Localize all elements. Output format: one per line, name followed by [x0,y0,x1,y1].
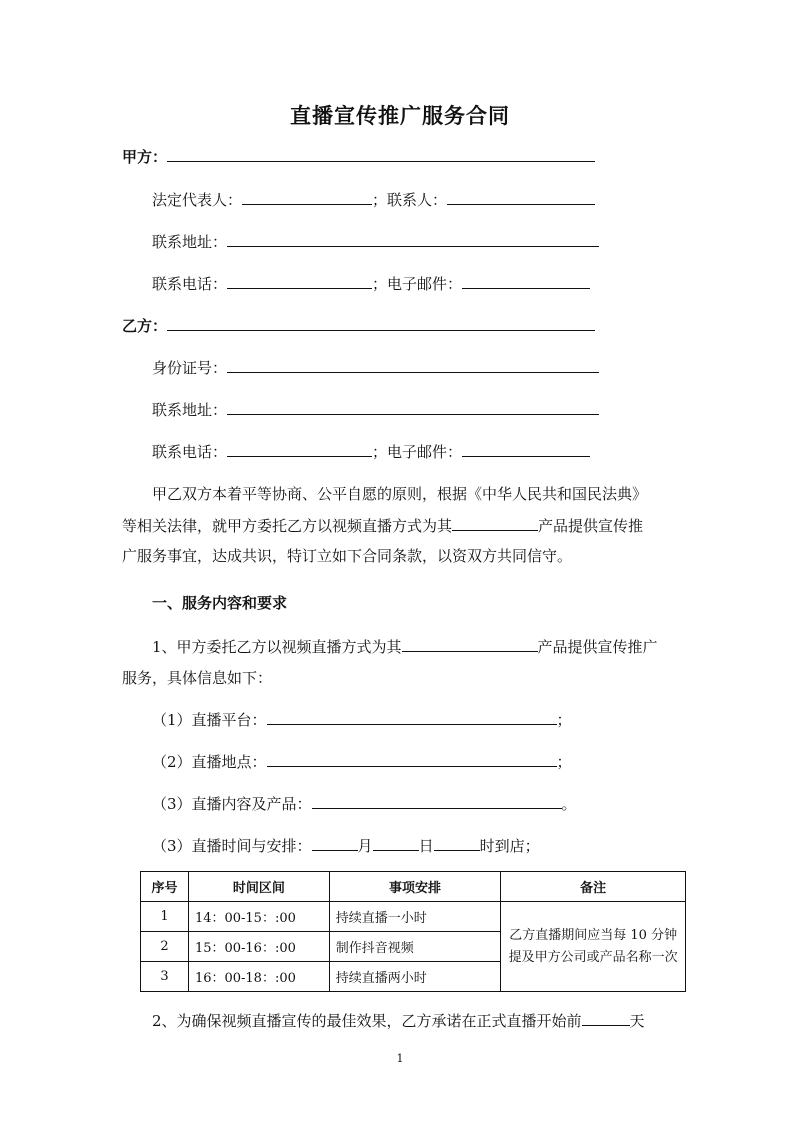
party-a-address-blank[interactable] [227,232,599,247]
item-platform-line [152,709,572,731]
clause-2-days-blank[interactable] [582,1011,630,1026]
header-no: 序号 [141,872,189,902]
row-no: 2 [141,932,189,962]
party-a-line [122,146,595,168]
party-a-email-blank[interactable] [462,274,590,289]
party-a-phone-label: 联系电话： [152,275,228,293]
party-a-label: 甲方： [122,148,168,166]
party-a-phone-line [152,273,590,295]
row-task: 制作抖音视频 [329,932,501,962]
party-a-name-blank[interactable] [167,147,595,162]
row-no: 3 [141,962,189,992]
party-a-address-line [152,231,599,253]
item-location-label: （2）直播地点： [152,753,267,771]
row-no: 1 [141,902,189,932]
contact-person-blank[interactable] [447,190,595,205]
party-b-email-blank[interactable] [462,442,590,457]
header-time: 时间区间 [188,872,329,902]
preamble-line-2-end: 产品提供宣传推 [538,517,644,535]
party-b-address-line [152,399,599,421]
item-schedule-line [152,835,540,857]
row-task: 持续直播两小时 [329,962,501,992]
item-content-blank[interactable] [312,794,562,809]
schedule-month-blank[interactable] [312,836,358,851]
schedule-time-label: 时到店； [479,837,540,855]
item-content-label: （3）直播内容及产品： [152,795,312,813]
table-header-row [141,872,686,902]
schedule-hour-blank[interactable] [434,836,480,851]
header-task: 事项安排 [329,872,501,902]
preamble-line-3: 广服务事宜，达成共识，特订立如下合同条款，以资双方共同信守。 [122,547,573,565]
legal-rep-line [152,189,595,211]
preamble-product-blank[interactable] [452,516,538,531]
party-b-phone-label: 联系电话： [152,443,228,461]
item-content-end: 。 [561,795,577,813]
clause-1-line-1 [152,636,658,658]
clause-2-start: 2、为确保视频直播宣传的最佳效果，乙方承诺在正式直播开始前 [152,1012,582,1030]
clause-1-end: 产品提供宣传推广 [537,638,658,656]
row-note: 乙方直播期间应当每 10 分钟提及甲方公司或产品名称一次 [501,902,686,992]
contact-person-label: ；联系人： [372,191,448,209]
clause-1-line-2: 服务，具体信息如下： [122,669,273,687]
page-number: 1 [396,1052,404,1065]
item-content-line [152,793,577,815]
document-title: 直播宣传推广服务合同 [290,104,510,128]
legal-rep-label: 法定代表人： [152,191,243,209]
preamble-line-1: 甲乙双方本着平等协商、公平自愿的原则，根据《中华人民共和国民法典》 [152,485,648,503]
clause-1-product-blank[interactable] [402,637,538,652]
legal-rep-blank[interactable] [242,190,372,205]
clause-2-end: 天 [629,1012,645,1030]
party-b-phone-blank[interactable] [227,442,372,457]
party-b-id-label: 身份证号： [152,359,228,377]
party-b-address-label: 联系地址： [152,401,228,419]
party-b-line [122,315,595,337]
preamble-line-2 [122,515,643,537]
preamble-line-2-start: 等相关法律，就甲方委托乙方以视频直播方式为其 [122,517,453,535]
table-row [141,902,686,932]
schedule-month-label: 月 [357,837,373,855]
party-b-label: 乙方： [122,317,168,335]
party-b-email-label: ；电子邮件： [372,443,463,461]
party-a-phone-blank[interactable] [227,274,372,289]
row-time: 16：00-18：:00 [188,962,329,992]
item-platform-label: （1）直播平台： [152,711,267,729]
schedule-day-label: 日 [418,837,434,855]
item-schedule-label: （3）直播时间与安排： [152,837,312,855]
row-time: 15：00-16：:00 [188,932,329,962]
party-b-name-blank[interactable] [167,316,595,331]
item-location-end: ； [556,753,572,771]
party-b-phone-line [152,441,590,463]
item-location-line [152,751,572,773]
item-location-blank[interactable] [267,752,557,767]
party-b-id-line [152,357,599,379]
party-b-id-blank[interactable] [227,358,599,373]
item-platform-blank[interactable] [267,710,557,725]
party-b-address-blank[interactable] [227,400,599,415]
schedule-day-blank[interactable] [373,836,419,851]
clause-1-start: 1、甲方委托乙方以视频直播方式为其 [152,638,402,656]
item-platform-end: ； [556,711,572,729]
row-task: 持续直播一小时 [329,902,501,932]
party-a-address-label: 联系地址： [152,233,228,251]
row-time: 14：00-15：:00 [188,902,329,932]
section-1-heading: 一、服务内容和要求 [152,594,288,612]
schedule-table [140,871,686,992]
header-note: 备注 [501,872,686,902]
clause-2-line-1 [152,1010,645,1032]
party-a-email-label: ；电子邮件： [372,275,463,293]
